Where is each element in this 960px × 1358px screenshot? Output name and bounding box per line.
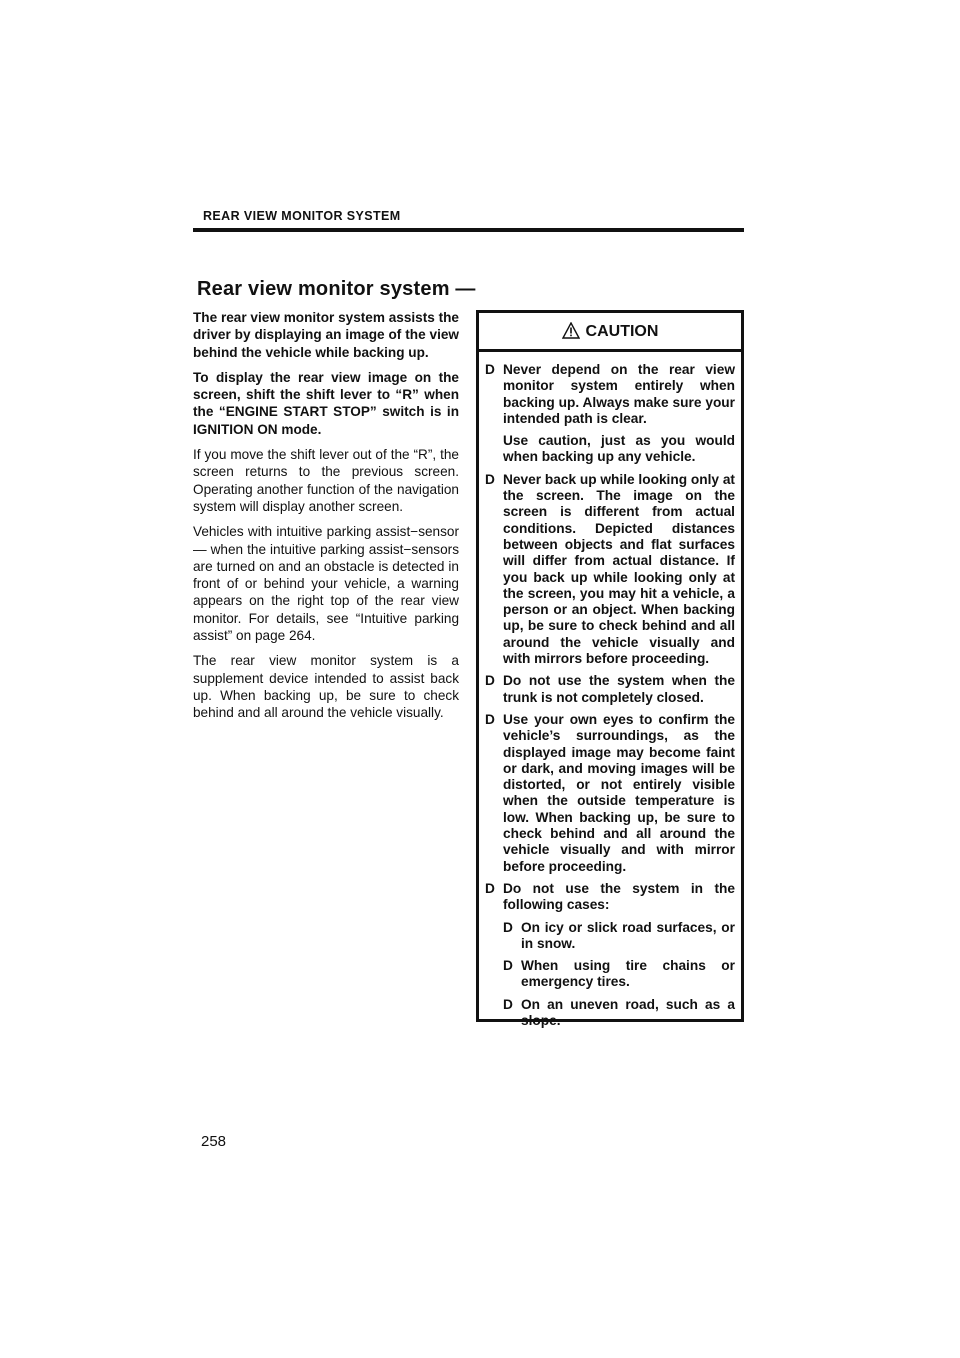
bullet: D <box>503 919 513 935</box>
body-paragraph: The rear view monitor system is a supplement device intended to assist back up. When backing up, be sure to check behind and all around the vehicle visually. <box>193 653 459 721</box>
caution-text: Do not use the system when the trunk is not completely closed. <box>503 673 735 705</box>
caution-item <box>485 881 735 1029</box>
bullet: D <box>485 711 495 727</box>
section-title: Rear view monitor system — <box>197 278 476 300</box>
caution-text: Do not use the system in the following cases: <box>503 880 735 913</box>
caution-text: Never back up while looking only at the screen. The image on the screen is different from actual conditions. Depicted distances between objects and flat surfaces will differ from actual distance. If you back up while looking only at the screen, you may hit a vehicle, a person or an object. When backing up, be sure to check behind and all around the vehicle visually and with mirrors before proceeding. <box>503 471 735 667</box>
bullet: D <box>485 471 495 487</box>
caution-body <box>479 352 741 1029</box>
caution-box <box>476 310 744 1028</box>
bullet: D <box>485 880 495 896</box>
caution-subitem <box>503 997 735 1030</box>
caution-title: CAUTION <box>585 323 659 340</box>
bullet: D <box>503 996 513 1012</box>
caution-text: Use caution, just as you would when backing up any vehicle. <box>503 433 735 465</box>
bullet: D <box>485 673 495 689</box>
header-rule <box>193 228 744 232</box>
caution-item <box>485 712 735 875</box>
body-paragraph: If you move the shift lever out of the “R”, the screen returns to the previous screen. Operating another function of the navigation system will display another screen. <box>193 447 459 514</box>
body-paragraph: Vehicles with intuitive parking assist−sensor — when the intuitive parking assist−sensors are turned on and an obstacle is detected in front of or behind your vehicle, a warning appears on the right top of the rear view monitor. For details, see “Intuitive parking assist” on page 264. <box>193 524 459 644</box>
instruction-paragraph: To display the rear view image on the screen, shift the shift lever to “R” when the “ENGINE START STOP” switch is in IGNITION ON mode. <box>193 369 459 437</box>
caution-item <box>485 673 735 706</box>
warning-triangle-icon <box>562 322 580 344</box>
caution-header <box>479 313 741 352</box>
header-title: REAR VIEW MONITOR SYSTEM <box>203 209 401 223</box>
bullet: D <box>503 958 513 974</box>
caution-item <box>485 472 735 668</box>
caution-text: Never depend on the rear view monitor system entirely when backing up. Always make sure your intended path is clear. <box>503 362 735 426</box>
page-header <box>193 208 744 232</box>
page-number: 258 <box>201 1133 227 1150</box>
caution-text: Use your own eyes to confirm the vehicle’s surroundings, as the displayed image may become faint or dark, and moving images will be distorted, or not entirely visible when the outside temperature is low. When backing up, be sure to check behind and all around the vehicle visually and with mirror before proceeding. <box>503 711 735 874</box>
body-text-column <box>193 309 459 730</box>
caution-item <box>485 362 735 466</box>
caution-subitem <box>503 958 735 991</box>
caution-subtext: On an uneven road, such as a slope. <box>521 996 735 1028</box>
caution-subtext: When using tire chains or emergency tires. <box>521 958 735 990</box>
bullet: D <box>485 362 495 377</box>
caution-subtext: On icy or slick road surfaces, or in snow. <box>521 919 735 951</box>
caution-subitem <box>503 920 735 953</box>
intro-paragraph: The rear view monitor system assists the driver by displaying an image of the view behind the vehicle while backing up. <box>193 310 459 360</box>
